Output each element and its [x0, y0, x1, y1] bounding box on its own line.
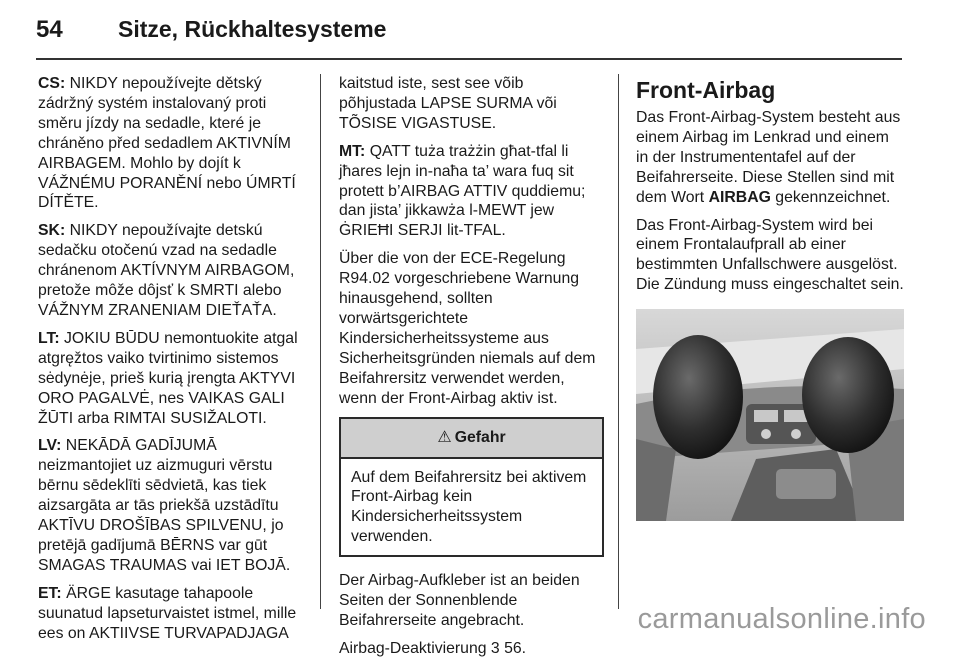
- lang-label-lt: LT:: [38, 329, 60, 347]
- lang-label-cs: CS:: [38, 75, 66, 92]
- warning-et-continued: kaitstud iste, sest see võib põhjustada LAPSE SURMA või TÕSISE VIGASTUSE.: [339, 75, 557, 132]
- lang-label-mt: MT:: [339, 142, 366, 160]
- warning-lt: [38, 329, 306, 429]
- warning-et: [38, 584, 306, 644]
- danger-title: Gefahr: [454, 428, 506, 446]
- column-1: [38, 74, 306, 651]
- airbag-illustration: [636, 309, 904, 521]
- column-divider-2: [618, 74, 619, 609]
- warning-text-et: ÄRGE kasutage tahapoole suunatud lapseturvaistet istmel, mille ees on AKTIIVSE TURVAPADJAGA: [38, 584, 297, 642]
- page-header: [36, 16, 386, 52]
- ece-paragraph: Über die von der ECE-Regelung R94.02 vorgeschriebene Warnung hinausgehend, sollten vorwärtsgerichtete Kindersicherheitssysteme aus Sicherheitsgründen niemals auf dem Beifahrersitz verwendet werden, wenn der Front-Airbag aktiv ist.: [339, 250, 596, 407]
- column-2: [339, 74, 604, 667]
- warning-text-lt: JOKIU BŪDU nemontuokite atgal atgręžtos vaiko tvirtinimo sistemos sėdynėje, prieš kurią įrengta AKTYVI ORO PAGALVĖ, nes VAIKAS GALI ŽŪTI arba RIMTAI SUSIŽALOTI.: [38, 329, 298, 427]
- warning-text-lv: NEKĀDĀ GADĪJUMĀ neizmantojiet uz aizmuguri vērstu bērnu sēdeklīti sēdvietā, kas tiek aizsargāta ar tās priekšā uzstādītu AKTĪVU DROŠĪBAS SPILVENU, jo pretējā gadījumā BĒRNS var gūt SMAGAS TRAUMAS vai IET BOJĀ.: [38, 437, 291, 574]
- column-divider-1: [320, 74, 321, 609]
- warning-lv: [38, 436, 306, 575]
- deactivation-link-label: Airbag-Deaktivierung: [339, 639, 487, 657]
- page-title: Sitze, Rückhaltesysteme: [118, 16, 387, 42]
- warning-sk: [38, 221, 306, 321]
- deactivation-page-number: 56.: [504, 639, 527, 657]
- danger-box: [339, 417, 604, 558]
- danger-box-header: [341, 419, 602, 459]
- warning-triangle-icon: ⚠: [437, 428, 452, 446]
- warning-text-cs: NIKDY nepoužívejte dětský zádržný systém instalovaný proti směru jízdy na sedadle, které je chráněno před sedadlem AKTIVNÍM AIRBAGEM. Mohlo by dojít k VÁŽNÉMU PORANĚNÍ nebo ÚMRTÍ DÍTĚTE.: [38, 75, 296, 212]
- warning-cs: [38, 74, 306, 213]
- header-rule: [36, 58, 902, 60]
- lang-label-lv: LV:: [38, 437, 62, 455]
- warning-text-sk: NIKDY nepoužívajte detskú sedačku otočenú vzad na sedadle chránenom AKTÍVNYM AIRBAGOM, pretože môže dôjsť k SMRTI alebo VÁŽNYM ZRANENIAM DIEŤAŤA.: [38, 222, 295, 319]
- danger-text: Auf dem Beifahrersitz bei aktivem Front-Airbag kein Kindersicherheitssystem verwenden.: [351, 468, 587, 546]
- front-airbag-description: [636, 108, 904, 208]
- watermark: carmanualsonline.info: [637, 603, 926, 635]
- lang-label-et: ET:: [38, 584, 62, 602]
- deployment-paragraph: Das Front-Airbag-System wird bei einem Frontalaufprall ab einer bestimmten Unfallschwere ausgelöst. Die Zündung muss eingeschaltet sein.: [636, 216, 904, 294]
- description-text-end: gekennzeichnet.: [775, 188, 891, 206]
- warning-mt: [339, 142, 604, 242]
- sticker-paragraph: Der Airbag-Aufkleber ist an beiden Seiten der Sonnenblende Beifahrerseite angebracht.: [339, 572, 580, 629]
- page-number: 54: [36, 16, 63, 43]
- warning-text-mt: QATT tuża trażżin għat-tfal li jħares lejn in-naħa ta’ wara fuq sit protett b’AIRBAG ATTIV quddiemu; dan jista’ jikkawża l-MEWT jew ĠRIEĦI SERJI lit-TFAL.: [339, 142, 586, 240]
- section-heading: Front-Airbag: [636, 77, 776, 103]
- description-text: Das Front-Airbag-System besteht aus einem Airbag im Lenkrad und einem in der Instrumententafel auf der Beifahrerseite. Diese Stellen sind mit dem Wort: [636, 109, 901, 206]
- column-3: [636, 74, 904, 527]
- airbag-word: AIRBAG: [708, 188, 771, 206]
- lang-label-sk: SK:: [38, 222, 66, 240]
- page-ref-arrow-icon: 3: [490, 639, 500, 657]
